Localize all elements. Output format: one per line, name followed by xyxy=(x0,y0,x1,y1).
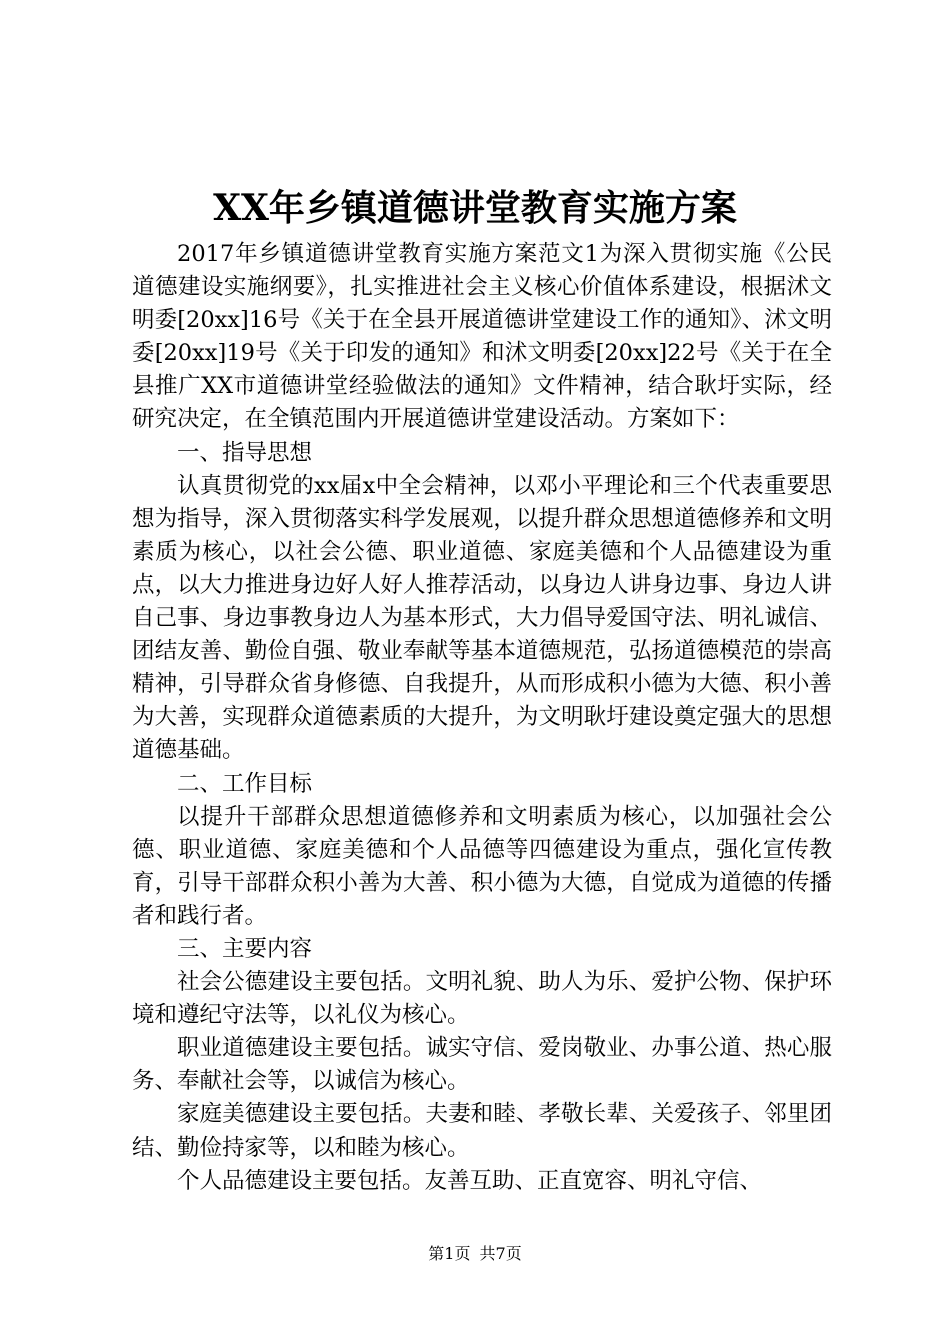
work-goals-paragraph: 以提升干部群众思想道德修养和文明素质为核心，以加强社会公德、职业道德、家庭美德和个人品德等四德建设为重点，强化宣传教育，引导干部群众积小善为大善、积小德为大德，自觉成为道德的传播者和践行者。 xyxy=(132,803,832,929)
document-body xyxy=(132,238,832,1198)
guiding-thought-paragraph: 认真贯彻党的xx届x中全会精神，以邓小平理论和三个代表重要思想为指导，深入贯彻落实科学发展观，以提升群众思想道德修养和文明素质为核心，以社会公德、职业道德、家庭美德和个人品德建设为重点，以大力推进身边好人好人推荐活动，以身边人讲身边事、身边人讲自己事、身边事教身边人为基本形式，大力倡导爱国守法、明礼诚信、团结友善、勤俭自强、敬业奉献等基本道德规范，弘扬道德模范的崇高精神，引导群众省身修德、自我提升，从而形成积小德为大德、积小善为大善，实现群众道德素质的大提升，为文明耿圩建设奠定强大的思想道德基础。 xyxy=(132,472,832,764)
document-title: XX年乡镇道德讲堂教育实施方案 xyxy=(213,187,737,229)
professional-ethics-paragraph: 职业道德建设主要包括。诚实守信、爱岗敬业、办事公道、热心服务、奉献社会等，以诚信为核心。 xyxy=(132,1035,832,1095)
family-virtues-paragraph: 家庭美德建设主要包括。夫妻和睦、孝敬长辈、关爱孩子、邻里团结、勤俭持家等，以和睦为核心。 xyxy=(132,1101,832,1161)
section-heading-guiding-thought: 一、指导思想 xyxy=(177,439,313,466)
social-morality-paragraph: 社会公德建设主要包括。文明礼貌、助人为乐、爱护公物、保护环境和遵纪守法等，以礼仪为核心。 xyxy=(132,969,832,1029)
page-number: 第1页 xyxy=(428,1244,471,1263)
section-heading-work-goals: 二、工作目标 xyxy=(177,770,313,797)
personal-character-paragraph: 个人品德建设主要包括。友善互助、正直宽容、明礼守信、 xyxy=(177,1167,763,1194)
intro-paragraph: 2017年乡镇道德讲堂教育实施方案范文1为深入贯彻实施《公民道德建设实施纲要》，扎实推进社会主义核心价值体系建设，根据沭文明委[20xx]16号《关于在全县开展道德讲堂建设工作的通知》、沭文明委[20xx]19号《关于印发的通知》和沭文明委[20xx]22号《关于在全县推广XX市道德讲堂经验做法的通知》文件精神，结合耿圩实际，经研究决定，在全镇范围内开展道德讲堂建设活动。方案如下： xyxy=(132,241,832,433)
section-heading-main-content: 三、主要内容 xyxy=(177,935,313,962)
page-footer xyxy=(0,1244,950,1264)
page-total: 共7页 xyxy=(479,1244,522,1263)
